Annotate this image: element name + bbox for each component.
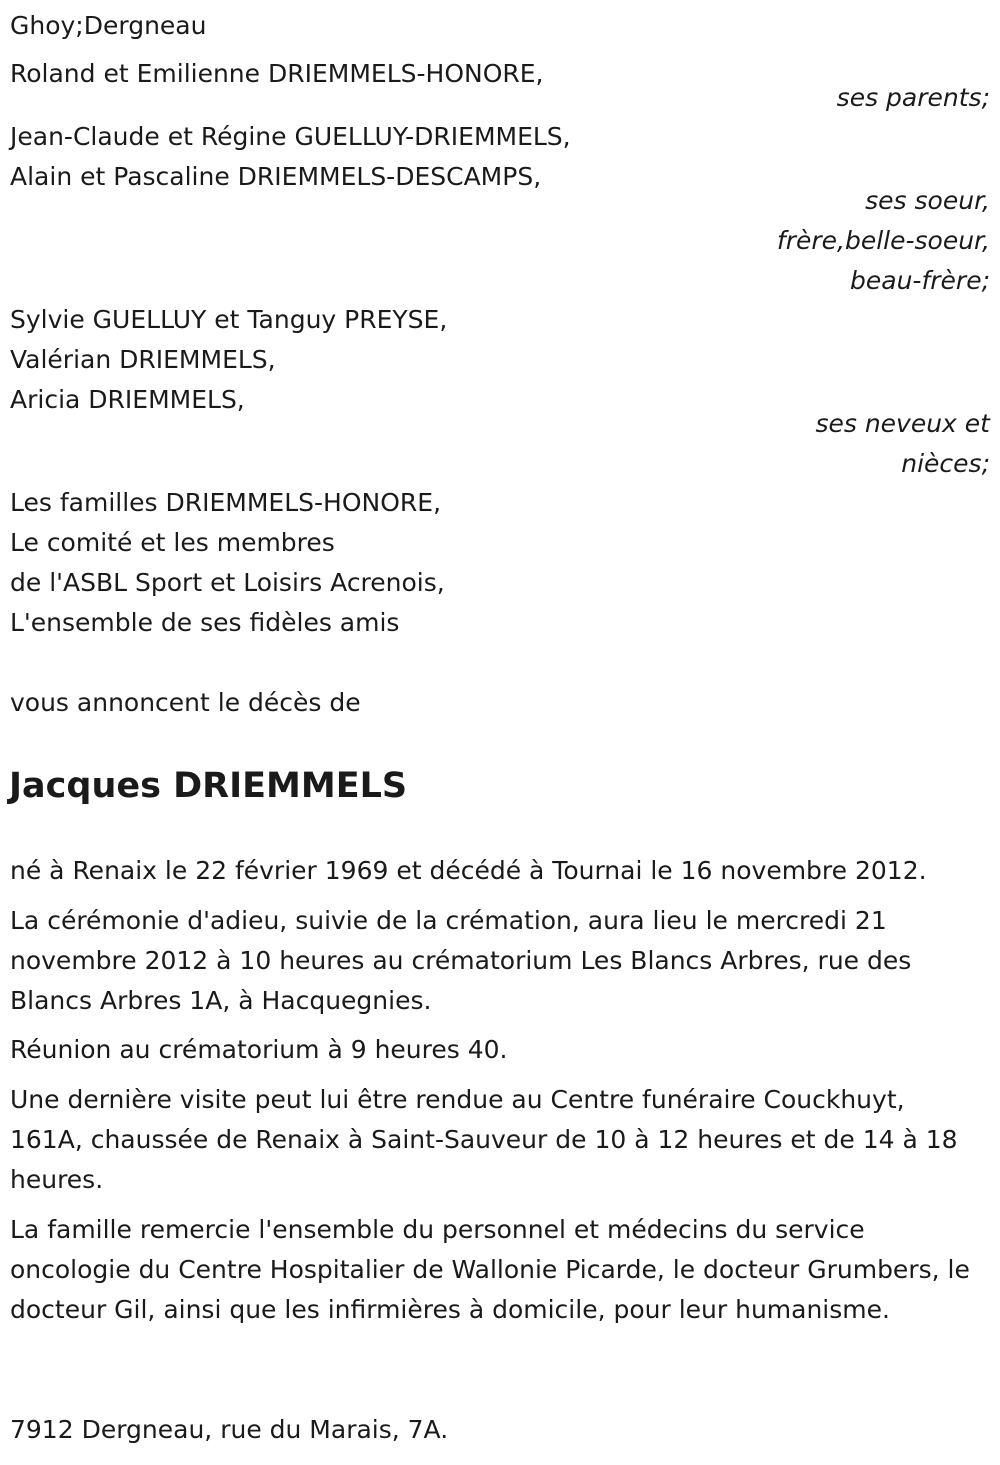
meeting-text: Réunion au crématorium à 9 heures 40. [10, 1035, 508, 1064]
visit-text: Une dernière visite peut lui être rendue au Centre funéraire Couckhuyt, 161A, chaussée de Renaix à Saint-Sauveur de 10 à 12 heures et de 14 à 18 heures. [10, 1085, 958, 1194]
siblings-role-line: frère,belle-soeur, [776, 226, 990, 255]
place-header: Ghoy;Dergneau [10, 11, 207, 40]
address-text: 7912 Dergneau, rue du Marais, 7A. [10, 1415, 449, 1444]
other-mourner-line: de l'ASBL Sport et Loisirs Acrenois, [10, 568, 445, 597]
siblings-role-line: ses soeur, [865, 186, 990, 215]
parents-name: Roland et Emilienne DRIEMMELS-HONORE, [10, 59, 544, 88]
parents-role: ses parents; [836, 83, 990, 112]
deceased-name: Jacques DRIEMMELS [9, 766, 408, 806]
other-mourner-line: Les familles DRIEMMELS-HONORE, [10, 488, 442, 517]
nephews-role-line: ses neveux et [815, 409, 990, 438]
announcement-text: vous annoncent le décès de [10, 688, 361, 717]
nephew-line: Sylvie GUELLUY et Tanguy PREYSE, [10, 305, 448, 334]
other-mourner-line: L'ensemble de ses fidèles amis [10, 608, 400, 637]
thanks-text: La famille remercie l'ensemble du personnel et médecins du service oncologie du Centre Hospitalier de Wallonie Picarde, le docteur Grumbers, le docteur Gil, ainsi que les infirmières à domicile, pour leur humanisme. [10, 1215, 970, 1324]
other-mourner-line: Le comité et les membres [10, 528, 335, 557]
nephew-line: Aricia DRIEMMELS, [10, 385, 245, 414]
sibling-line: Alain et Pascaline DRIEMMELS-DESCAMPS, [10, 162, 542, 191]
sibling-line: Jean-Claude et Régine GUELLUY-DRIEMMELS, [10, 122, 571, 151]
nephew-line: Valérian DRIEMMELS, [10, 345, 276, 374]
nephews-role-line: nièces; [901, 449, 990, 478]
ceremony-text: La cérémonie d'adieu, suivie de la crémation, aura lieu le mercredi 21 novembre 2012 à 10 heures au crématorium Les Blancs Arbres, rue des Blancs Arbres 1A, à Hacquegnies. [10, 906, 912, 1015]
birth-death-text: né à Renaix le 22 février 1969 et décédé à Tournai le 16 novembre 2012. [10, 856, 927, 885]
siblings-role-line: beau-frère; [850, 266, 990, 295]
